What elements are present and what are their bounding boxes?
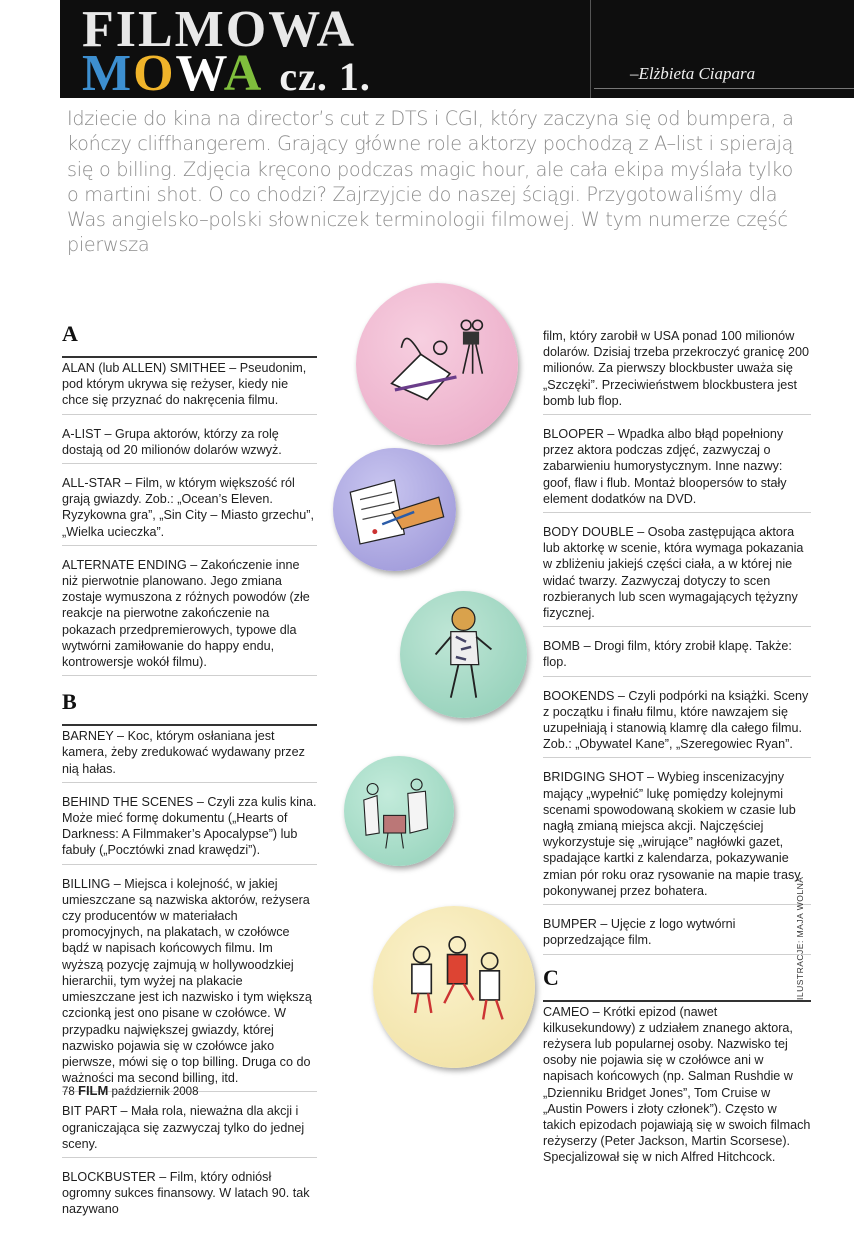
magazine-name: FILM [78,1083,109,1098]
illustration-badge-purple [333,448,456,571]
page-footer [62,1083,198,1098]
page-header [60,0,854,102]
seated-group-illustration [344,756,454,866]
illustration-badge-pink [356,283,518,445]
illustration-badge-green [400,591,527,718]
title-line-2 [82,45,371,103]
header-divider [590,0,591,98]
author-underline [594,88,854,89]
page-number: 78 [62,1086,75,1098]
glossary-entry: BLOOPER – Wpadka albo błąd popełniony przez aktora podczas zdjęć, zazwyczaj o zabarwieniu humorystycznym. Inne nazwy: goof, flaw i flub. Montaż bloopersów to stały element dodatków na DVD. [543,426,811,513]
title-letter-o: O [133,45,176,102]
author-byline: –Elżbieta Ciapara [630,64,756,83]
section-letter-c: C [543,964,559,990]
title-suffix: cz. 1. [279,54,371,99]
glossary-entry: BLOCKBUSTER – Film, który odniósł ogromny sukces finansowy. W latach 90. tak nazywano [62,1169,310,1217]
glossary-entry: film, który zarobił w USA ponad 100 milionów dolarów. Dzisiaj trzeba przekroczyć granicę 200 milionów. Za pierwszy blockbuster uważa się „Szczęki”. Przeciwieństwem blockbustera jest bomb lub flop. [543,328,811,415]
title-letter-w: W [175,45,224,102]
illustration-badge-yellow [373,906,535,1068]
reclining-figure-camera-illustration [356,283,518,445]
glossary-entry: BOMB – Drogi film, który zrobił klapę. Także: flop. [543,638,811,676]
glossary-entry: BOOKENDS – Czyli podpórki na książki. Sceny z początku i finału filmu, które nawzajem się uzupełniają i stanowią klamrę dla całego filmu. Zob.: „Obywatel Kane”, „Szeregowiec Ryan”. [543,688,811,759]
walking-figure-illustration [400,591,527,718]
intro-paragraph: Idziecie do kina na director’s cut z DTS i CGI, który zaczyna się od bumpera, a kończy cliffhangerem. Grający główne role aktorzy pochodzą z A–list i spierają się o billing. Zdjęcia kręcono podczas magic hour, ale cała ekipa myślała tylko o martini shot. O co chodzi? Zajrzyjcie do naszej ściągi. Przygotowaliśmy dla Was angielsko–polski słowniczek terminologii filmowej. W tym numerze część pierwsza [67,107,794,257]
dancing-figures-illustration [373,906,535,1068]
glossary-entry: ALL-STAR – Film, w którym większość ról grają gwiazdy. Zob.: „Ocean’s Eleven. Ryzykowna gra”, „Sin City – Miasto grzechu”, „Wielka ucieczka”. [62,475,317,546]
title-letter-m: M [82,45,134,102]
glossary-entry: A-LIST – Grupa aktorów, którzy za rolę dostają od 20 milionów dolarów wzwyż. [62,426,317,464]
glossary-entry: BUMPER – Ujęcie z logo wytwórni poprzedzające film. [543,916,811,954]
glossary-entry: ALAN (lub ALLEN) SMITHEE – Pseudonim, pod którym ukrywa się reżyser, kiedy nie chce się przyznać do nakręcenia filmu. [62,360,317,415]
glossary-entry: BRIDGING SHOT – Wybieg inscenizacyjny mający „wypełnić” lukę pomiędzy kolejnymi scenami spowodowaną skokiem w czasie lub nagłą zmianą miejsca akcji. Najczęściej wykorzystuje się „wirujące” nagłówki gazet, spadające kartki z kalendarza, pokazywanie zmian pór roku oraz rysowanie na mapie trasy pokonywanej przez bohatera. [543,769,811,905]
right-column [543,328,811,1182]
hand-signing-paper-illustration [333,448,456,571]
glossary-entry: BIT PART – Mała rola, nieważna dla akcji i ograniczająca się zazwyczaj tylko do jednej sceny. [62,1103,317,1158]
illustration-badge-green-small [344,756,454,866]
glossary-entry: BARNEY – Koc, którym osłaniana jest kamera, żeby zredukować wydawany przez nią hałas. [62,728,317,783]
glossary-entry: BEHIND THE SCENES – Czyli zza kulis kina. Może mieć formę dokumentu („Hearts of Darkness: A Filmmaker’s Apocalypse”) lub fabuły („Pocztówki znad krawędzi”). [62,794,317,865]
illustration-credit: ILUSTRACJE: MAJA WOLNA [795,876,805,1000]
glossary-entry: BODY DOUBLE – Osoba zastępująca aktora lub aktorkę w scenie, która wymaga pokazania w zbliżeniu jakiejś części ciała, a w której nie widać twarzy. Zazwyczaj dotyczy to scen rozbieranych lub scen wymagających tężyzny fizycznej. [543,524,811,627]
issue-date: październik 2008 [111,1086,199,1098]
title-line-1: FILMOWA [82,1,356,58]
glossary-entry: BILLING – Miejsca i kolejność, w jakiej umieszczane są nazwiska aktorów, reżysera czy producentów w materiałach promocyjnych, na plakatach, w czołówce bądź w napisach końcowych filmu. Im wyższą pozycję zajmują w hollywoodzkiej hierarchii, tym wyżej na plakacie umieszczane jest ich nazwisko i tym większą czcionką jest ono pisane w czołówce. W przypadku największej gwiazdy, której nazwisko pojawia się w czołówce jako pierwsze, mówi się o top billing. Druga co do ważności ma second billing, itd. [62,876,317,1093]
glossary-entry: ALTERNATE ENDING – Zakończenie inne niż pierwotnie planowano. Jego zmiana zostaje wymuszona z różnych powodów (złe reakcje na pierwotne zakończenie na pokazach przedpremierowych, typowe dla wytwórni zamiłowanie do happy endu, kontrowersje wokół filmu). [62,557,317,676]
section-letter-b: B [62,689,77,715]
glossary-entry: CAMEO – Krótki epizod (nawet kilkusekundowy) z udziałem znanego aktora, reżysera lub popularnej osoby. Nazwisko tej osoby nie pojawia się w czołówce ani w napisach końcowych (np. Salman Rushdie w „Dzienniku Bridget Jones”, Tom Cruise w „Austin Powers i złoty członek”). Często w takich epizodach pojawiają się w swoich filmach reżyserzy (Peter Jackson, Martin Scorsese). Specjalizował się w nich Alfred Hitchcock. [543,1004,811,1165]
title-letter-a: A [223,45,264,102]
section-letter-a: A [62,321,78,346]
